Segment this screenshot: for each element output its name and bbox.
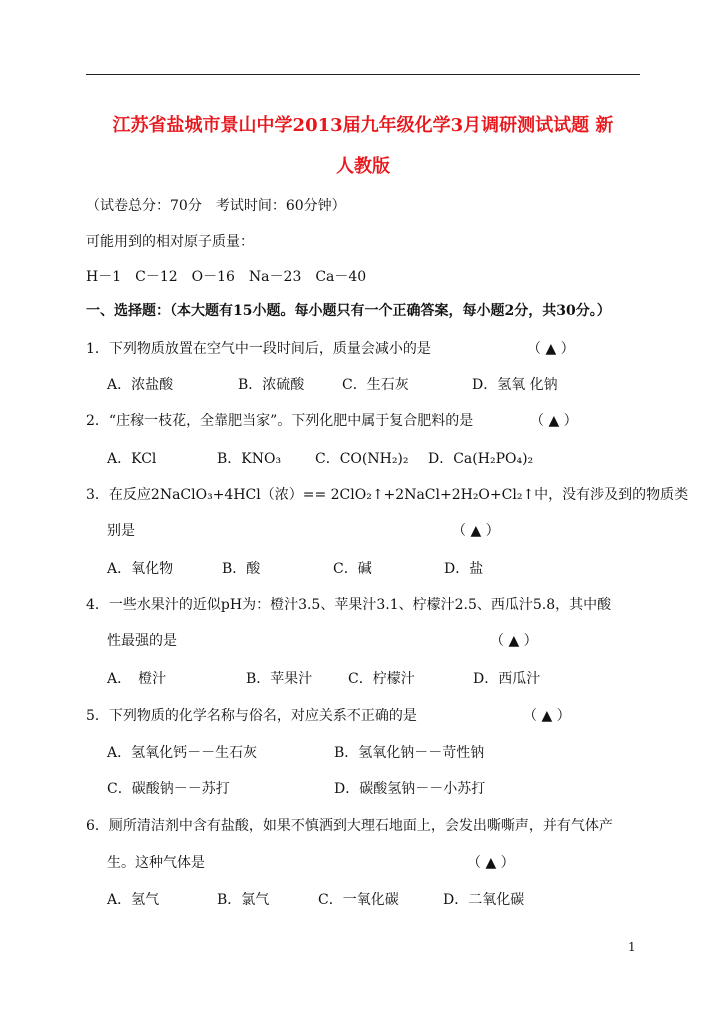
answer-mark-5: （ ▲ ） [523,708,571,724]
exam-info: （试卷总分：70分 考试时间：60分钟） [86,198,346,214]
question-6-stem: 6．厕所清洁剂中含有盐酸，如果不慎洒到大理石地面上，会发出嘶嘶声，并有气体产 [86,818,613,834]
q3-option-c: C．碱 [333,561,372,577]
question-2-stem: 2．“庄稼一枝花，全靠肥当家”。下列化肥中属于复合肥料的是 [86,413,474,429]
atomic-masses: H－1 C－12 O－16 Na－23 Ca－40 [86,269,367,285]
q1-option-d: D．氢氧 化钠 [472,377,558,393]
answer-mark-4: （ ▲ ） [490,633,538,649]
title-line-2: 人教版 [336,156,390,177]
question-5-stem: 5．下列物质的化学名称与俗名，对应关系不正确的是 [86,708,417,724]
atomic-mass-label: 可能用到的相对原子质量： [86,234,254,250]
answer-mark-2: （ ▲ ） [530,413,578,429]
q3-option-b: B．酸 [222,561,261,577]
question-6-stem-cont: 生。这种气体是 [107,855,205,871]
q5-option-a: A．氢氧化钙－－生石灰 [107,745,258,761]
answer-mark-6: （ ▲ ） [467,855,515,871]
answer-mark-3: （ ▲ ） [452,523,500,539]
q4-option-d: D．西瓜汁 [473,671,541,687]
q2-option-b: B．KNO₃ [217,451,282,467]
q6-option-c: C．一氧化碳 [318,892,399,908]
title-line-1: 江苏省盐城市景山中学2013届九年级化学3月调研测试试题 新 [112,115,614,136]
q1-option-b: B．浓硫酸 [238,377,305,393]
header-rule [86,74,640,75]
q5-option-b: B．氢氧化钠－－苛性钠 [334,745,485,761]
q4-option-a: A． 橙汁 [107,671,167,687]
question-3-stem-cont: 别是 [107,523,135,539]
q2-option-a: A．KCl [107,451,157,467]
q6-option-d: D．二氧化碳 [443,892,525,908]
question-1-stem: 1．下列物质放置在空气中一段时间后，质量会减小的是 [86,341,431,357]
answer-mark-1: （ ▲ ） [527,341,575,357]
q3-option-d: D．盐 [444,561,484,577]
q1-option-a: A．浓盐酸 [107,377,174,393]
q5-option-c: C．碳酸钠－－苏打 [107,781,230,797]
question-4-stem-cont: 性最强的是 [107,633,177,649]
q5-option-d: D．碳酸氢钠－－小苏打 [334,781,486,797]
question-4-stem: 4．一些水果汁的近似pH为：橙汁3.5、苹果汁3.1、柠檬汁2.5、西瓜汁5.8，其中酸 [86,597,612,613]
q6-option-a: A．氢气 [107,892,160,908]
q3-option-a: A．氧化物 [107,561,174,577]
page-number: 1 [628,940,636,954]
question-3-stem: 3．在反应2NaClO₃+4HCl（浓）== 2ClO₂↑+2NaCl+2H₂O+Cl₂↑中，没有涉及到的物质类 [86,487,689,503]
q2-option-c: C．CO(NH₂)₂ [315,451,409,467]
q4-option-b: B．苹果汁 [246,671,313,687]
q6-option-b: B．氯气 [217,892,270,908]
section-heading: 一、选择题：（本大题有15小题。每小题只有一个正确答案，每小题2分，共30分。） [86,303,611,319]
q4-option-c: C．柠檬汁 [348,671,415,687]
q1-option-c: C．生石灰 [342,377,409,393]
q2-option-d: D．Ca(H₂PO₄)₂ [428,451,534,467]
